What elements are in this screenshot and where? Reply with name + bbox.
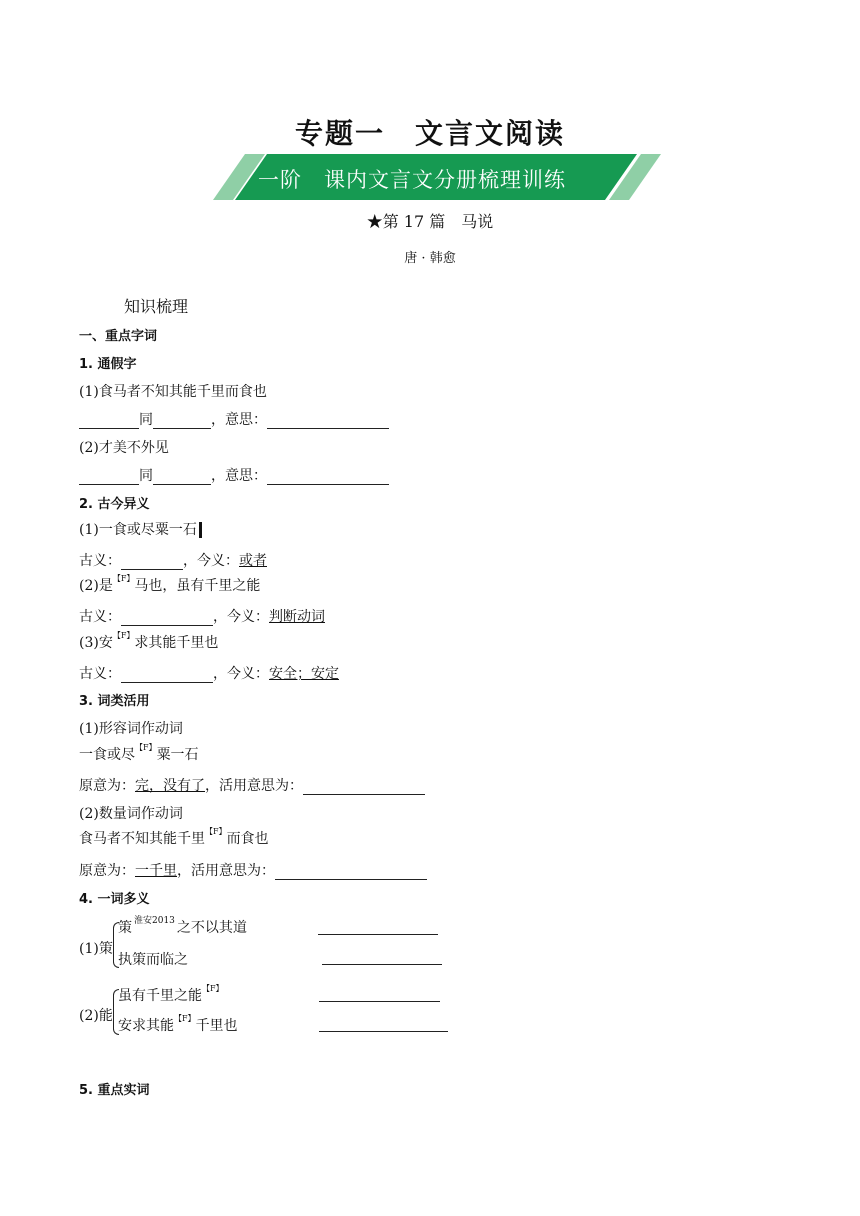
question-text: (3)安$^{【F】}$求其能千里也 — [79, 631, 219, 651]
example-sentence: 食马者不知其能千里$^{【F】}$而食也 — [79, 827, 269, 847]
answer-line: 原意为：一千里，活用意思为： — [79, 860, 427, 880]
answer-line: 古义： ，今义：或者 — [79, 553, 267, 569]
blank[interactable] — [79, 413, 139, 429]
blank[interactable] — [318, 917, 438, 935]
polysemy-sentence: 执策而临之 — [118, 952, 188, 968]
blank[interactable] — [303, 779, 425, 795]
blank[interactable] — [153, 469, 211, 485]
answer-value: 判断动词 — [269, 609, 325, 625]
blank[interactable] — [322, 947, 442, 965]
subsection-label: 3. 词类活用 — [79, 694, 150, 709]
polysemy-sentence: 策 $^{淮安2013}$ 之不以其道 — [118, 916, 247, 936]
blank[interactable] — [267, 413, 389, 429]
answer-line: 同 ，意思： — [79, 409, 389, 429]
example-sentence: 一食或尽$^{【F】}$粟一石 — [79, 743, 199, 763]
answer-value: 或者 — [239, 553, 267, 569]
article-author: 唐 · 韩愈 — [404, 251, 456, 266]
article-subtitle: ★第 17 篇 马说 — [366, 212, 494, 231]
question-text: (1)形容词作动词 — [79, 721, 183, 737]
blank[interactable] — [319, 984, 440, 1002]
blank[interactable] — [319, 1014, 448, 1032]
question-text: (1)一食或尽粟一石 — [79, 519, 202, 539]
question-text: (1)食马者不知其能千里而食也 — [79, 384, 267, 400]
blank[interactable] — [121, 667, 213, 683]
answer-line: 原意为：完，没有了，活用意思为： — [79, 775, 425, 795]
subsection-label: 2. 古今异义 — [79, 497, 150, 512]
section-heading: 知识梳理 — [124, 297, 189, 316]
answer-value: 安全；安定 — [269, 666, 339, 682]
question-text: (2)才美不外见 — [79, 440, 169, 456]
question-text: (2)是$^{【F】}$马也，虽有千里之能 — [79, 574, 261, 594]
blank[interactable] — [153, 413, 211, 429]
subsection-label: 1. 通假字 — [79, 357, 137, 372]
polysemy-word: (2)能 — [79, 1008, 113, 1024]
subsection-label: 4. 一词多义 — [79, 892, 150, 907]
blank[interactable] — [275, 864, 427, 880]
blank[interactable] — [121, 554, 183, 570]
part-heading: 一、重点字词 — [79, 329, 158, 344]
answer-line: 同 ，意思： — [79, 465, 389, 485]
question-text: (2)数量词作动词 — [79, 806, 183, 822]
page-title: 专题一 文言文阅读 — [294, 117, 565, 150]
text-cursor — [199, 522, 202, 538]
subsection-label: 5. 重点实词 — [79, 1083, 150, 1098]
blank[interactable] — [79, 469, 139, 485]
polysemy-sentence: 安求其能$^{【F】}$千里也 — [118, 1014, 238, 1034]
answer-line: 古义： ，今义：安全；安定 — [79, 666, 339, 682]
blank[interactable] — [121, 610, 213, 626]
blank[interactable] — [267, 469, 389, 485]
polysemy-word: (1)策 — [79, 941, 113, 957]
answer-line: 古义： ，今义：判断动词 — [79, 609, 325, 625]
polysemy-sentence: 虽有千里之能$^{【F】}$ — [118, 984, 224, 1004]
banner-label: 一阶 课内文言文分册梳理训练 — [258, 168, 566, 192]
